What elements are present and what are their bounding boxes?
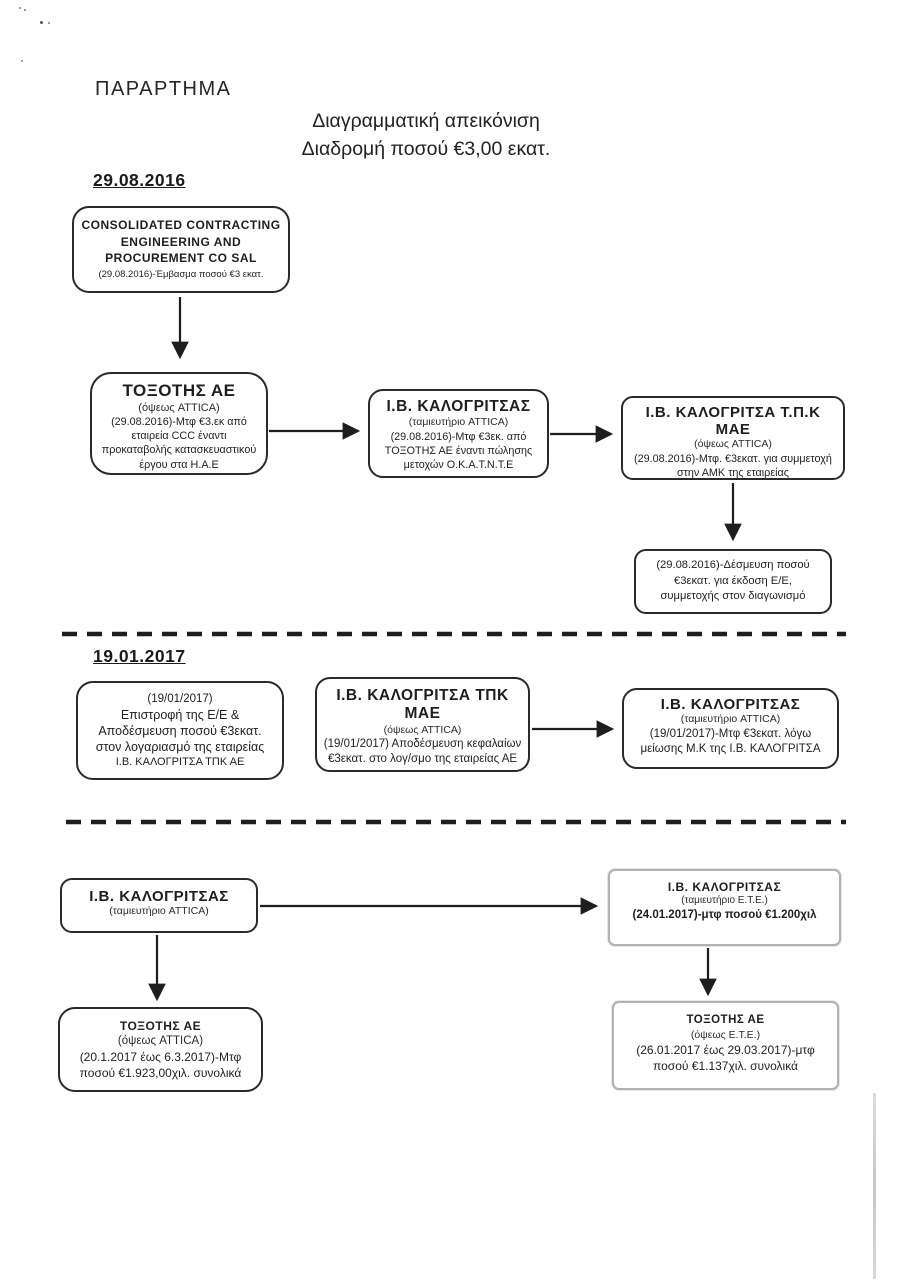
node-kalogritsas-2016: [368, 389, 549, 478]
node-epistrofi-2017: [76, 681, 284, 780]
node-consolidated-contracting: [72, 206, 290, 293]
node-title: ΤΟΞΟΤΗΣ ΑΕ: [686, 1014, 765, 1026]
node-body: (26.01.2017 έως 29.03.2017)-μτφ ποσού €1.137χιλ. συνολικά: [636, 1043, 815, 1073]
scan-speck: [40, 21, 43, 24]
company-name-line: CONSOLIDATED CONTRACTING: [81, 218, 281, 232]
node-subtitle: (όψεως ATTICA): [117, 1035, 204, 1047]
node-kalogritsa-tpk-mae-2016: [621, 396, 845, 480]
node-body: (29.08.2016)-Μτφ. €3εκατ. για συμμετοχή στην ΑΜΚ της εταιρείας: [634, 452, 832, 479]
node-line: Επιστροφή της Ε/Ε &: [120, 708, 240, 722]
date-heading-2017: 19.01.2017: [93, 646, 186, 666]
node-kalogritsas-attica: [60, 878, 258, 933]
scan-speck: [48, 22, 50, 24]
node-body: (24.01.2017)-μτφ ποσού €1.200χιλ: [632, 909, 817, 921]
scanner-edge-artifact: [873, 1093, 876, 1279]
node-body: (20.1.2017 έως 6.3.2017)-Μτφ ποσού €1.923,00χιλ. συνολικά: [79, 1050, 242, 1080]
node-title: Ι.Β. ΚΑΛΟΓΡΙΤΣΑΣ: [667, 880, 782, 894]
node-body: (29.08.2016)-Μτφ €3.εκ από εταιρεία CCC έναντι προκαταβολής κατασκευαστικού έργου στα Η.Α.Ε: [101, 416, 257, 471]
node-subtitle: (ταμιευτήριο ATTICA): [680, 713, 781, 725]
node-subtitle: (όψεως ATTICA): [138, 402, 220, 414]
node-kalogritsas-2017: [622, 688, 839, 769]
node-kalogritsas-ete: [608, 869, 841, 946]
diagram-title-line1: Διαγραμματική απεικόνιση: [312, 110, 540, 132]
node-body: (19/01/2017) Αποδέσμευση κεφαλαίων €3εκατ. στο λογ/σμο της εταιρείας ΑΕ: [323, 738, 522, 765]
node-title: Ι.Β. ΚΑΛΟΓΡΙΤΣΑΣ: [386, 398, 531, 415]
node-line: (19/01/2017): [147, 693, 213, 705]
node-title: Ι.Β. ΚΑΛΟΓΡΙΤΣΑ Τ.Π.Κ ΜΑΕ: [645, 404, 821, 438]
node-desmeusi-2016: [634, 549, 832, 614]
node-subtitle: (όψεως Ε.Τ.Ε.): [690, 1029, 761, 1041]
node-toxotis-attica: [58, 1007, 263, 1092]
transfer-note: (29.08.2016)-Έμβασμα ποσού €3 εκατ.: [98, 268, 264, 280]
node-kalogritsa-tpk-mae-2017: [315, 677, 530, 772]
node-body: (19/01/2017)-Μτφ €3εκατ. λόγω μείωσης Μ.Κ της Ι.Β. ΚΑΛΟΓΡΙΤΣΑ: [640, 727, 821, 755]
node-subtitle: (ταμιευτήριο ATTICA): [109, 905, 209, 917]
node-title: ΤΟΞΟΤΗΣ ΑΕ: [122, 381, 236, 400]
node-line: Ι.Β. ΚΑΛΟΓΡΙΤΣΑ ΤΠΚ ΑΕ: [115, 756, 245, 768]
scan-speck: [24, 9, 26, 11]
node-body: (29.08.2016)-Μτφ €3εκ. από ΤΟΞΟΤΗΣ ΑΕ έναντι πώλησης μετοχών Ο.Κ.Α.Τ.Ν.Τ.Ε: [384, 430, 533, 471]
node-title: Ι.Β. ΚΑΛΟΓΡΙΤΣΑΣ: [660, 696, 801, 713]
node-toxotis-ete: [612, 1001, 839, 1090]
company-name-line: PROCUREMENT CO SAL: [105, 251, 257, 265]
node-body: (29.08.2016)-Δέσμευση ποσού €3εκατ. για έκδοση Ε/Ε, συμμετοχής στον διαγωνισμό: [656, 559, 810, 602]
node-title: ΤΟΞΟΤΗΣ ΑΕ: [119, 1019, 202, 1033]
node-title: Ι.Β. ΚΑΛΟΓΡΙΤΣΑΣ: [89, 888, 229, 905]
node-line: Αποδέσμευση ποσού €3εκατ.: [98, 724, 262, 738]
scan-speck: [21, 60, 23, 62]
node-subtitle: (όψεως ATTICA): [694, 438, 772, 450]
node-line: στον λογαριασμό της εταιρείας: [95, 740, 265, 754]
scan-speck: [19, 7, 21, 9]
company-name-line: ENGINEERING AND: [120, 234, 242, 249]
node-subtitle: (ταμιευτήριο Ε.Τ.Ε.): [681, 895, 768, 906]
node-title: Ι.Β. ΚΑΛΟΓΡΙΤΣΑ ΤΠΚ ΜΑΕ: [336, 687, 509, 722]
node-subtitle: (όψεως ATTICA): [383, 724, 462, 736]
page-title: ΠΑΡΑΡΤΗΜΑ: [95, 78, 232, 100]
date-heading-2016: 29.08.2016: [93, 170, 186, 190]
node-subtitle: (ταμιευτήριο ATTICA): [408, 416, 509, 428]
node-toxotis-2016: [90, 372, 268, 475]
diagram-title-line2: Διαδρομή ποσού €3,00 εκατ.: [301, 138, 551, 160]
